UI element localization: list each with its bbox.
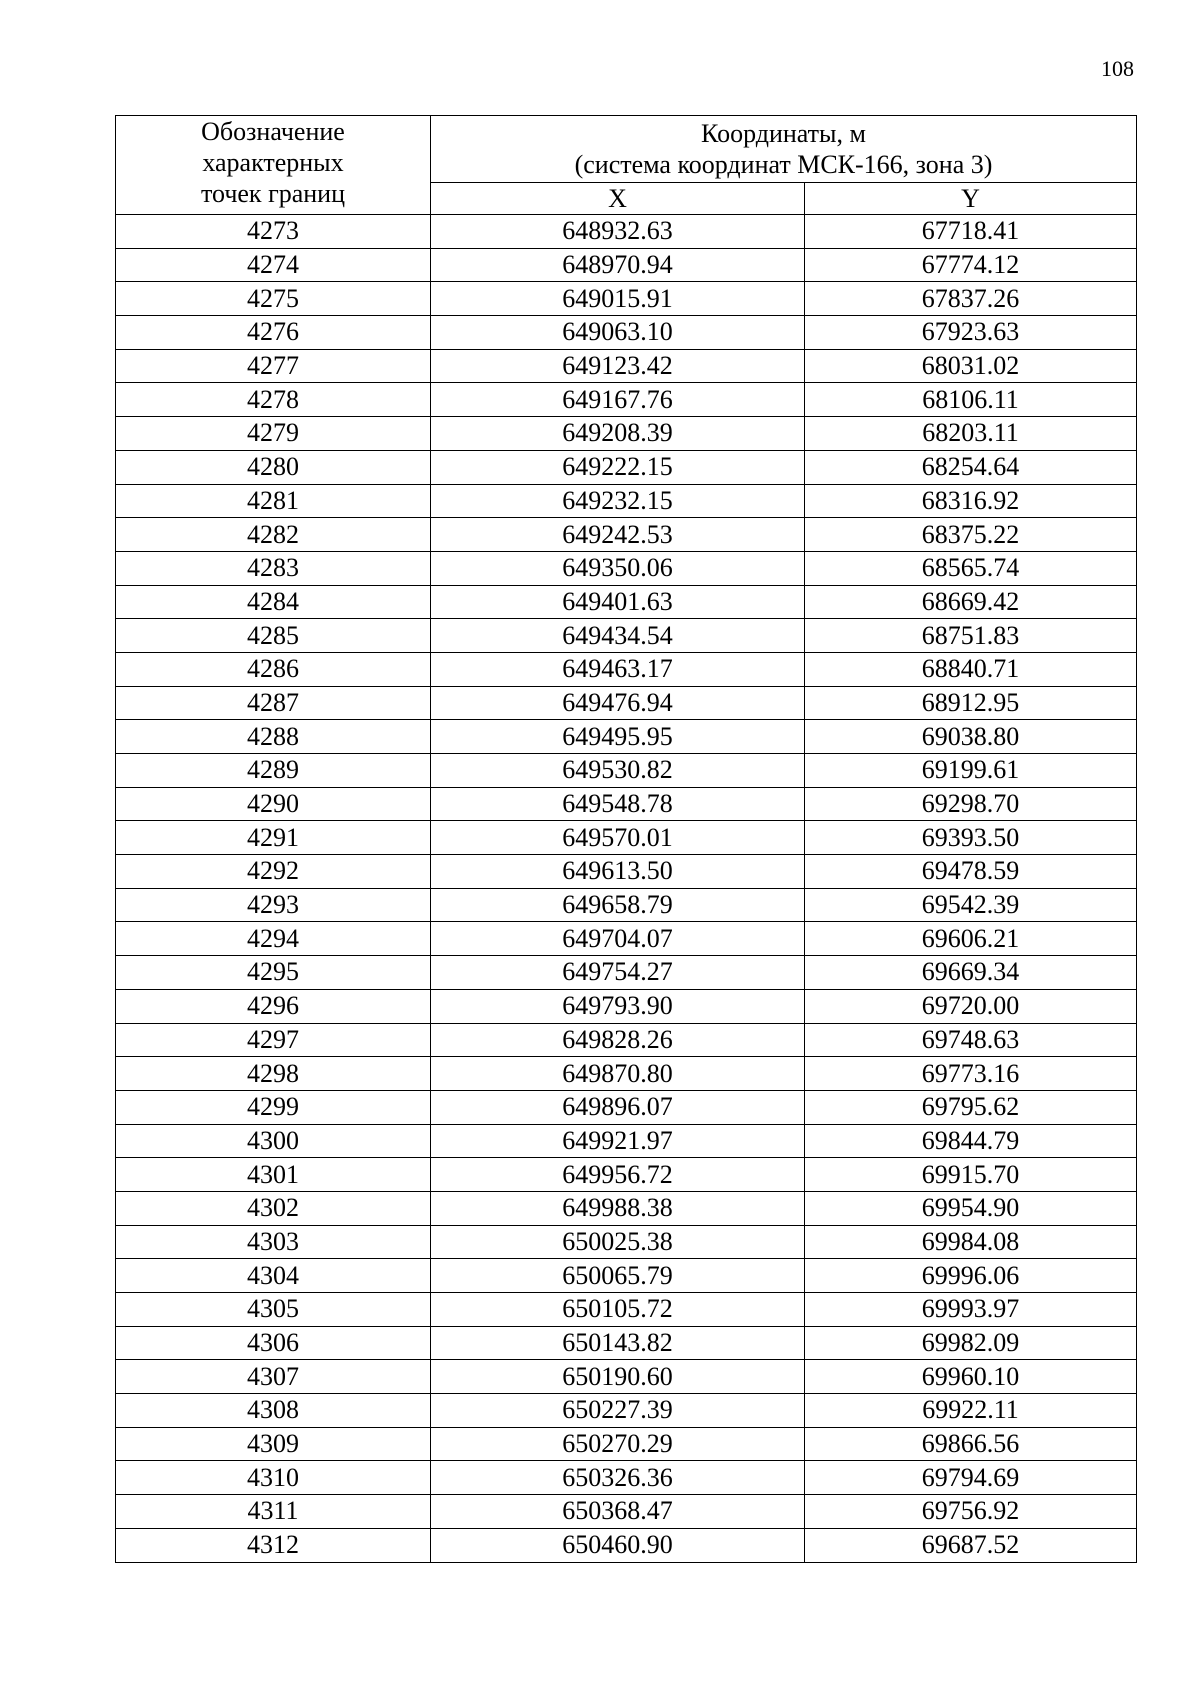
x-cell: 649401.63: [431, 585, 805, 619]
x-cell: 649167.76: [431, 383, 805, 417]
header-line: Обозначение: [201, 117, 345, 146]
x-cell: 649242.53: [431, 518, 805, 552]
table-row: [116, 450, 1137, 484]
x-cell: 650326.36: [431, 1461, 805, 1495]
x-cell: 649350.06: [431, 551, 805, 585]
x-cell: 649613.50: [431, 855, 805, 889]
point-cell: 4308: [116, 1394, 431, 1428]
point-cell: 4312: [116, 1528, 431, 1562]
x-cell: 649870.80: [431, 1057, 805, 1091]
point-cell: 4284: [116, 585, 431, 619]
table-row: [116, 1191, 1137, 1225]
y-cell: 69795.62: [805, 1090, 1137, 1124]
x-cell: 649222.15: [431, 450, 805, 484]
point-cell: 4277: [116, 349, 431, 383]
table-row: [116, 888, 1137, 922]
x-cell: 649704.07: [431, 922, 805, 956]
table-row: [116, 248, 1137, 282]
point-cell: 4279: [116, 417, 431, 451]
point-cell: 4290: [116, 787, 431, 821]
table-row: [116, 349, 1137, 383]
table-row: [116, 518, 1137, 552]
point-cell: 4296: [116, 989, 431, 1023]
table-row: [116, 1090, 1137, 1124]
table-row: [116, 956, 1137, 990]
table-row: [116, 1158, 1137, 1192]
point-cell: 4281: [116, 484, 431, 518]
y-cell: 67718.41: [805, 215, 1137, 249]
y-cell: 69606.21: [805, 922, 1137, 956]
y-cell: 68203.11: [805, 417, 1137, 451]
point-cell: 4298: [116, 1057, 431, 1091]
point-cell: 4300: [116, 1124, 431, 1158]
x-cell: 649754.27: [431, 956, 805, 990]
y-cell: 69794.69: [805, 1461, 1137, 1495]
table-row: [116, 484, 1137, 518]
x-column-header: X: [431, 183, 805, 215]
x-cell: 649208.39: [431, 417, 805, 451]
y-cell: 69669.34: [805, 956, 1137, 990]
x-cell: 650065.79: [431, 1259, 805, 1293]
y-cell: 69298.70: [805, 787, 1137, 821]
table-row: [116, 1528, 1137, 1562]
point-cell: 4278: [116, 383, 431, 417]
point-cell: 4275: [116, 282, 431, 316]
coordinates-header-title: Координаты, м: [701, 119, 866, 148]
table-row: [116, 754, 1137, 788]
coordinates-header-system: (система координат МСК-166, зона 3): [574, 150, 993, 179]
x-cell: 650227.39: [431, 1394, 805, 1428]
header-line: характерных: [202, 148, 344, 177]
point-cell: 4283: [116, 551, 431, 585]
x-cell: 649896.07: [431, 1090, 805, 1124]
table-row: [116, 417, 1137, 451]
table-row: [116, 1124, 1137, 1158]
x-cell: 649530.82: [431, 754, 805, 788]
table-row: [116, 1461, 1137, 1495]
coordinates-header: [431, 116, 1137, 183]
x-cell: 649570.01: [431, 821, 805, 855]
table-row: [116, 821, 1137, 855]
x-cell: 649123.42: [431, 349, 805, 383]
y-cell: 69960.10: [805, 1360, 1137, 1394]
y-cell: 69038.80: [805, 720, 1137, 754]
point-cell: 4273: [116, 215, 431, 249]
y-cell: 68751.83: [805, 619, 1137, 653]
x-cell: 650143.82: [431, 1326, 805, 1360]
point-cell: 4297: [116, 1023, 431, 1057]
x-cell: 649988.38: [431, 1191, 805, 1225]
y-cell: 69993.97: [805, 1293, 1137, 1327]
point-cell: 4301: [116, 1158, 431, 1192]
x-cell: 649434.54: [431, 619, 805, 653]
y-cell: 69915.70: [805, 1158, 1137, 1192]
table-row: [116, 215, 1137, 249]
point-cell: 4282: [116, 518, 431, 552]
y-cell: 68565.74: [805, 551, 1137, 585]
y-cell: 69478.59: [805, 855, 1137, 889]
y-cell: 67774.12: [805, 248, 1137, 282]
point-cell: 4306: [116, 1326, 431, 1360]
point-cell: 4294: [116, 922, 431, 956]
point-cell: 4311: [116, 1495, 431, 1529]
point-cell: 4305: [116, 1293, 431, 1327]
point-cell: 4291: [116, 821, 431, 855]
x-cell: 649495.95: [431, 720, 805, 754]
point-cell: 4280: [116, 450, 431, 484]
x-cell: 648932.63: [431, 215, 805, 249]
y-cell: 69687.52: [805, 1528, 1137, 1562]
x-cell: 649921.97: [431, 1124, 805, 1158]
y-cell: 68316.92: [805, 484, 1137, 518]
x-cell: 650368.47: [431, 1495, 805, 1529]
y-cell: 67923.63: [805, 316, 1137, 350]
table-body: [116, 215, 1137, 1563]
y-cell: 67837.26: [805, 282, 1137, 316]
table-row: [116, 282, 1137, 316]
x-cell: 650460.90: [431, 1528, 805, 1562]
point-cell: 4276: [116, 316, 431, 350]
y-cell: 68106.11: [805, 383, 1137, 417]
x-cell: 648970.94: [431, 248, 805, 282]
y-cell: 69748.63: [805, 1023, 1137, 1057]
table-row: [116, 989, 1137, 1023]
x-cell: 649658.79: [431, 888, 805, 922]
point-cell: 4285: [116, 619, 431, 653]
table-row: [116, 922, 1137, 956]
point-cell: 4289: [116, 754, 431, 788]
table-row: [116, 1427, 1137, 1461]
point-cell: 4286: [116, 652, 431, 686]
point-cell: 4303: [116, 1225, 431, 1259]
x-cell: 650190.60: [431, 1360, 805, 1394]
x-cell: 649476.94: [431, 686, 805, 720]
x-cell: 649548.78: [431, 787, 805, 821]
table-row: [116, 316, 1137, 350]
point-cell: 4287: [116, 686, 431, 720]
y-cell: 69996.06: [805, 1259, 1137, 1293]
point-cell: 4302: [116, 1191, 431, 1225]
point-cell: 4293: [116, 888, 431, 922]
table-row: [116, 652, 1137, 686]
x-cell: 650025.38: [431, 1225, 805, 1259]
table-row: [116, 1495, 1137, 1529]
x-cell: 649793.90: [431, 989, 805, 1023]
x-cell: 649063.10: [431, 316, 805, 350]
table-row: [116, 1225, 1137, 1259]
table-row: [116, 720, 1137, 754]
point-cell: 4299: [116, 1090, 431, 1124]
table-row: [116, 1394, 1137, 1428]
point-cell: 4274: [116, 248, 431, 282]
x-cell: 649232.15: [431, 484, 805, 518]
y-column-header: Y: [805, 183, 1137, 215]
point-cell: 4307: [116, 1360, 431, 1394]
y-cell: 69542.39: [805, 888, 1137, 922]
y-cell: 68840.71: [805, 652, 1137, 686]
point-cell: 4310: [116, 1461, 431, 1495]
table-row: [116, 787, 1137, 821]
table-row: [116, 1293, 1137, 1327]
x-cell: 649463.17: [431, 652, 805, 686]
table-row: [116, 855, 1137, 889]
point-cell: 4309: [116, 1427, 431, 1461]
y-cell: 69866.56: [805, 1427, 1137, 1461]
y-cell: 69922.11: [805, 1394, 1137, 1428]
coordinates-table: [115, 115, 1137, 1563]
y-cell: 69756.92: [805, 1495, 1137, 1529]
table-row: [116, 383, 1137, 417]
table-row: [116, 585, 1137, 619]
table-row: [116, 1326, 1137, 1360]
y-cell: 69982.09: [805, 1326, 1137, 1360]
table-row: [116, 1360, 1137, 1394]
y-cell: 69199.61: [805, 754, 1137, 788]
y-cell: 68254.64: [805, 450, 1137, 484]
point-cell: 4295: [116, 956, 431, 990]
table-row: [116, 1259, 1137, 1293]
x-cell: 650105.72: [431, 1293, 805, 1327]
y-cell: 69984.08: [805, 1225, 1137, 1259]
page-number: 108: [1101, 56, 1134, 81]
y-cell: 68375.22: [805, 518, 1137, 552]
y-cell: 69393.50: [805, 821, 1137, 855]
table-row: [116, 686, 1137, 720]
y-cell: 69773.16: [805, 1057, 1137, 1091]
header-line: точек границ: [200, 179, 346, 208]
point-cell: 4304: [116, 1259, 431, 1293]
point-cell: 4288: [116, 720, 431, 754]
table-row: [116, 1023, 1137, 1057]
y-cell: 68912.95: [805, 686, 1137, 720]
table-row: [116, 619, 1137, 653]
x-cell: 649015.91: [431, 282, 805, 316]
point-cell: 4292: [116, 855, 431, 889]
y-cell: 68669.42: [805, 585, 1137, 619]
y-cell: 69954.90: [805, 1191, 1137, 1225]
table-row: [116, 1057, 1137, 1091]
table-row: [116, 551, 1137, 585]
x-cell: 650270.29: [431, 1427, 805, 1461]
y-cell: 69844.79: [805, 1124, 1137, 1158]
y-cell: 68031.02: [805, 349, 1137, 383]
point-designation-header: [116, 116, 431, 215]
x-cell: 649956.72: [431, 1158, 805, 1192]
y-cell: 69720.00: [805, 989, 1137, 1023]
x-cell: 649828.26: [431, 1023, 805, 1057]
